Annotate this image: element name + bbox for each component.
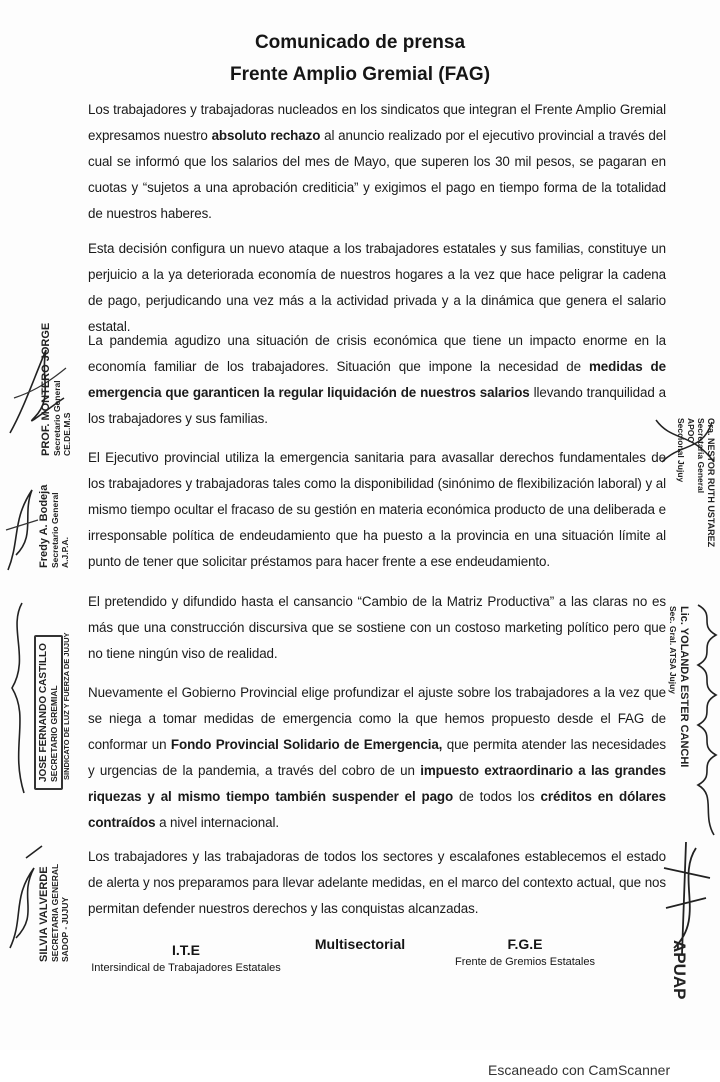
footer-ite bbox=[88, 942, 284, 974]
signature-ustarez-role: Secretaria General bbox=[696, 418, 706, 494]
signature-bodeja-org: A.J.P.A. bbox=[60, 536, 70, 568]
signature-montero-name: PROF. MONTERO JORGE bbox=[40, 322, 52, 456]
signature-montero-org: CE.DE.M.S bbox=[62, 412, 72, 456]
signature-castillo-role: SECRETARIO GREMIAL bbox=[49, 685, 59, 782]
text-run: que permita atender las necesidades y urgencias de la pandemia, a través del cobro de un bbox=[88, 737, 666, 778]
text-run: Los trabajadores y trabajadoras nucleados en los sindicatos que integran el Frente Amplio Gremial expresamos nuestro bbox=[88, 102, 666, 143]
text-run: a nivel internacional. bbox=[155, 815, 279, 830]
signature-canchi-role: Sec. Gral. ATSA Jujuy bbox=[668, 606, 678, 695]
paragraph-6 bbox=[88, 680, 666, 836]
footer-fge-full: Frente de Gremios Estatales bbox=[454, 956, 595, 968]
text-run: Esta decisión configura un nuevo ataque a los trabajadores estatales y sus familias, constituye un perjuicio a la ya deteriorada economía de nuestros hogares a la vez que hace peligrar la cadena de pago, perjudicando una vez más a la actividad privada y a la dinámica que genera el salario estatal. bbox=[88, 241, 666, 334]
signature-canchi-name: Lic. YOLANDA ESTER CANCHI bbox=[678, 606, 690, 768]
footer-ite-full: Intersindical de Trabajadores Estatales bbox=[91, 962, 281, 974]
signature-castillo-scribble bbox=[4, 598, 34, 798]
signature-montero bbox=[40, 323, 72, 456]
text-run: El pretendido y difundido hasta el cansancio “Cambio de la Matriz Productiva” a las claras no es más que una construcción discursiva que se sostiene con un costoso marketing político pero que no tiene ningún viso de realidad. bbox=[88, 594, 666, 661]
paragraph-7 bbox=[88, 844, 666, 922]
signature-bodeja-role: Secretario General bbox=[50, 492, 60, 568]
signature-ustarez-name: Cra. NESTOR RUTH USTAREZ bbox=[706, 418, 716, 548]
paragraph-1 bbox=[88, 97, 666, 227]
paragraph-4 bbox=[88, 445, 666, 575]
signature-valverde-name: SILVIA VALVERDE bbox=[38, 866, 50, 962]
paragraph-3 bbox=[88, 328, 666, 432]
signature-ustarez-extra: Seccional Jujuy bbox=[676, 418, 686, 483]
footer-ite-abbr: I.T.E bbox=[171, 942, 200, 958]
footer-fge-abbr: F.G.E bbox=[507, 936, 543, 952]
signature-apuap-name: APUAP bbox=[670, 940, 689, 1000]
bold-phrase: medidas de emergencia que garanticen la regular liquidación de nuestros salarios bbox=[88, 359, 666, 400]
signature-canchi-scribble bbox=[694, 600, 720, 840]
document-subtitle: Frente Amplio Gremial (FAG) bbox=[229, 64, 491, 85]
text-run: El Ejecutivo provincial utiliza la emergencia sanitaria para avasallar derechos fundamentales de los trabajadores y trabajadoras tales como la disponibilidad (sinónimo de flexibilización laboral) y al mismo tiempo ocultar el fracaso de su gestión en materia económica producto de una deliberada e irresponsable política de endeudamiento que ha puesto a la provincia en una situación límite al punto de tener que solicitar préstamos para hacer frente a ese endeudamiento. bbox=[88, 450, 666, 569]
paragraph-2 bbox=[88, 236, 666, 340]
signature-bodeja-scribble bbox=[2, 480, 42, 575]
signature-castillo-org-line bbox=[62, 632, 71, 780]
signature-canchi bbox=[668, 606, 690, 767]
footer-multisectorial bbox=[300, 936, 420, 952]
signature-valverde-role: SECRETARIA GENERAL bbox=[50, 863, 60, 962]
bold-phrase: absoluto rechazo bbox=[211, 128, 321, 143]
bold-phrase: créditos en dólares contraídos bbox=[88, 789, 666, 830]
text-run: llevando tranquilidad a los trabajadores y sus familias. bbox=[88, 385, 667, 426]
signature-castillo-org: SINDICATO DE LUZ Y FUERZA DE JUJUY bbox=[62, 632, 71, 780]
signature-ustarez-org: APOC bbox=[686, 418, 696, 443]
footer-multi-abbr: Multisectorial bbox=[314, 936, 406, 952]
signature-valverde-org: SADOP - JUJUY bbox=[60, 896, 70, 962]
signature-ustarez bbox=[676, 418, 716, 547]
signature-bodeja-name: Fredy A. Bodeja bbox=[38, 484, 50, 568]
signature-bodeja bbox=[38, 485, 70, 568]
text-run: Nuevamente el Gobierno Provincial elige profundizar el ajuste sobre los trabajadores a la vez que se niega a tomar medidas de emergencia como la que hemos propuesto desde el FAG de conformar un bbox=[88, 685, 666, 752]
signature-montero-role: Secretario General bbox=[52, 380, 62, 456]
text-run: La pandemia agudizo una situación de crisis económica que tiene un impacto enorme en la economía familiar de los trabajadores. Situación que impone la necesidad de bbox=[88, 333, 666, 374]
document-title: Comunicado de prensa bbox=[254, 32, 466, 53]
paragraph-5 bbox=[88, 589, 666, 667]
scanner-watermark: Escaneado con CamScanner bbox=[488, 1062, 671, 1078]
text-run: de todos los bbox=[453, 789, 541, 804]
signature-apuap bbox=[669, 940, 690, 1000]
bold-phrase: Fondo Provincial Solidario de Emergencia, bbox=[170, 737, 443, 752]
text-run: al anuncio realizado por el ejecutivo provincial a través del cual se informó que los salarios del mes de Mayo, que superen los 30 mil pesos, se pagaran en cuotas y “sujetos a una aprobación crediticia” y exigimos el pago en tiempo forma de la totalidad de nuestros haberes. bbox=[88, 128, 666, 221]
footer-fge bbox=[440, 936, 610, 968]
signature-castillo-stamp bbox=[34, 635, 63, 790]
signature-valverde bbox=[38, 864, 70, 962]
bold-phrase: impuesto extraordinario a las grandes riquezas y al mismo tiempo también suspender el pago bbox=[88, 763, 666, 804]
signature-castillo-name: JOSE FERNANDO CASTILLO bbox=[38, 643, 49, 782]
text-run: Los trabajadores y las trabajadoras de todos los sectores y escalafones establecemos el estado de alerta y nos preparamos para llevar adelante medidas, en el marco del contexto actual, que nos permitan defender nuestros derechos y las conquistas alcanzadas. bbox=[88, 849, 666, 916]
